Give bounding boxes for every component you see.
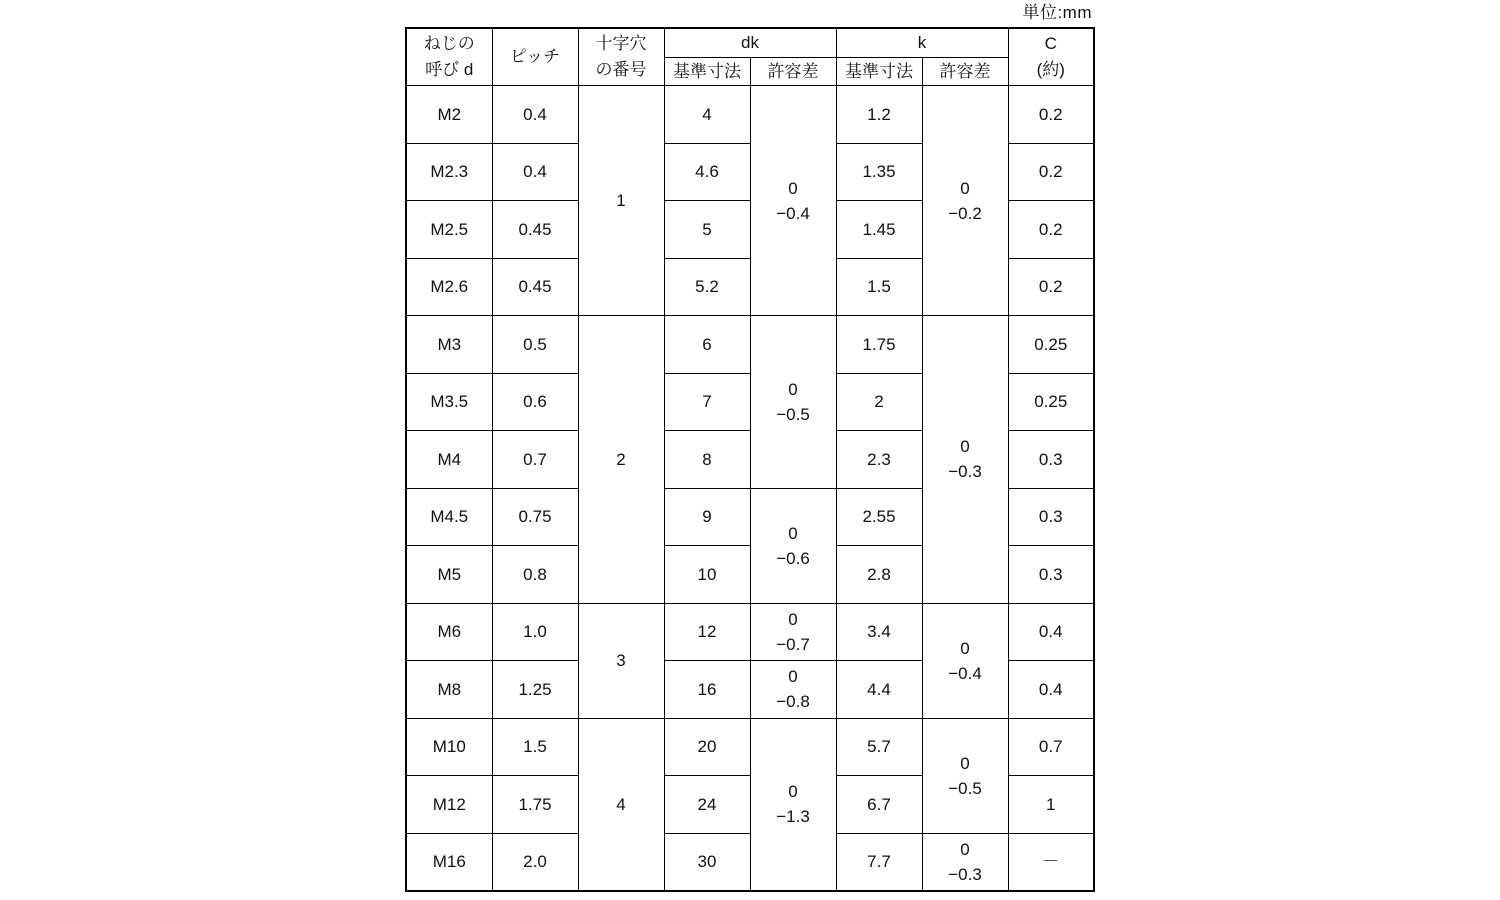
cell-c: 0.2 bbox=[1008, 201, 1094, 259]
cell-k-basic: 1.75 bbox=[836, 316, 922, 374]
cell-pitch: 2.0 bbox=[492, 833, 578, 891]
cell-c: 0.2 bbox=[1008, 86, 1094, 144]
cell-k-tolerance: 0 −0.3 bbox=[922, 833, 1008, 891]
header-nominal: ねじの 呼び d bbox=[406, 28, 492, 86]
screw-dimension-table bbox=[405, 27, 1095, 892]
cell-dk-basic: 24 bbox=[664, 776, 750, 834]
cell-pitch: 1.0 bbox=[492, 603, 578, 661]
cell-c: 0.3 bbox=[1008, 431, 1094, 489]
cell-k-basic: 1.2 bbox=[836, 86, 922, 144]
cell-pitch: 0.75 bbox=[492, 488, 578, 546]
cell-c: 0.25 bbox=[1008, 373, 1094, 431]
cell-nominal: M2.3 bbox=[406, 143, 492, 201]
cell-k-basic: 2.55 bbox=[836, 488, 922, 546]
cell-cross-recess: 4 bbox=[578, 718, 664, 891]
cell-dk-tolerance: 0 −0.4 bbox=[750, 86, 836, 316]
header-k-basic-size: 基準寸法 bbox=[836, 58, 922, 86]
cell-k-basic: 5.7 bbox=[836, 718, 922, 776]
cell-dk-basic: 4.6 bbox=[664, 143, 750, 201]
header-k-tolerance: 許容差 bbox=[922, 58, 1008, 86]
cell-dk-basic: 6 bbox=[664, 316, 750, 374]
cell-k-basic: 3.4 bbox=[836, 603, 922, 661]
cell-pitch: 0.45 bbox=[492, 258, 578, 316]
cell-c: 0.4 bbox=[1008, 661, 1094, 719]
cell-pitch: 1.75 bbox=[492, 776, 578, 834]
cell-k-basic: 4.4 bbox=[836, 661, 922, 719]
cell-pitch: 0.4 bbox=[492, 143, 578, 201]
cell-nominal: M3 bbox=[406, 316, 492, 374]
cell-pitch: 0.7 bbox=[492, 431, 578, 489]
cell-nominal: M2 bbox=[406, 86, 492, 144]
cell-k-basic: 1.5 bbox=[836, 258, 922, 316]
cell-cross-recess: 1 bbox=[578, 86, 664, 316]
cell-dk-basic: 4 bbox=[664, 86, 750, 144]
cell-nominal: M2.6 bbox=[406, 258, 492, 316]
cell-nominal: M2.5 bbox=[406, 201, 492, 259]
cell-nominal: M8 bbox=[406, 661, 492, 719]
cell-nominal: M16 bbox=[406, 833, 492, 891]
cell-nominal: M5 bbox=[406, 546, 492, 604]
cell-c: 0.4 bbox=[1008, 603, 1094, 661]
cell-dk-basic: 5.2 bbox=[664, 258, 750, 316]
cell-dk-tolerance: 0 −0.5 bbox=[750, 316, 836, 489]
cell-dk-basic: 5 bbox=[664, 201, 750, 259]
cell-pitch: 0.5 bbox=[492, 316, 578, 374]
header-pitch: ピッチ bbox=[492, 28, 578, 86]
cell-nominal: M12 bbox=[406, 776, 492, 834]
header-k: k bbox=[836, 28, 1008, 58]
header-cross-recess: 十字穴 の番号 bbox=[578, 28, 664, 86]
cell-k-tolerance: 0 −0.4 bbox=[922, 603, 1008, 718]
table-row bbox=[406, 718, 1094, 776]
cell-nominal: M3.5 bbox=[406, 373, 492, 431]
cell-pitch: 0.4 bbox=[492, 86, 578, 144]
cell-cross-recess: 3 bbox=[578, 603, 664, 718]
cell-k-tolerance: 0 −0.3 bbox=[922, 316, 1008, 604]
cell-dk-tolerance: 0 −0.6 bbox=[750, 488, 836, 603]
cell-c: 0.3 bbox=[1008, 546, 1094, 604]
table-row bbox=[406, 316, 1094, 374]
table-row bbox=[406, 86, 1094, 144]
cell-dk-basic: 16 bbox=[664, 661, 750, 719]
cell-k-basic: 2.8 bbox=[836, 546, 922, 604]
cell-nominal: M4.5 bbox=[406, 488, 492, 546]
cell-nominal: M6 bbox=[406, 603, 492, 661]
cell-dk-tolerance: 0 −0.8 bbox=[750, 661, 836, 719]
cell-pitch: 1.5 bbox=[492, 718, 578, 776]
cell-dk-basic: 9 bbox=[664, 488, 750, 546]
cell-k-basic: 1.45 bbox=[836, 201, 922, 259]
cell-c: 1 bbox=[1008, 776, 1094, 834]
cell-cross-recess: 2 bbox=[578, 316, 664, 604]
cell-dk-basic: 8 bbox=[664, 431, 750, 489]
cell-c: － bbox=[1008, 833, 1094, 891]
cell-nominal: M4 bbox=[406, 431, 492, 489]
header-row-top bbox=[406, 28, 1094, 58]
cell-k-tolerance: 0 −0.5 bbox=[922, 718, 1008, 833]
cell-dk-basic: 20 bbox=[664, 718, 750, 776]
cell-c: 0.25 bbox=[1008, 316, 1094, 374]
cell-dk-basic: 7 bbox=[664, 373, 750, 431]
cell-k-basic: 6.7 bbox=[836, 776, 922, 834]
header-dk: dk bbox=[664, 28, 836, 58]
cell-c: 0.2 bbox=[1008, 143, 1094, 201]
cell-pitch: 1.25 bbox=[492, 661, 578, 719]
table-row bbox=[406, 603, 1094, 661]
cell-dk-basic: 30 bbox=[664, 833, 750, 891]
cell-k-basic: 2.3 bbox=[836, 431, 922, 489]
cell-pitch: 0.45 bbox=[492, 201, 578, 259]
cell-k-basic: 1.35 bbox=[836, 143, 922, 201]
cell-dk-basic: 12 bbox=[664, 603, 750, 661]
cell-pitch: 0.6 bbox=[492, 373, 578, 431]
header-c: C (約) bbox=[1008, 28, 1094, 86]
cell-c: 0.3 bbox=[1008, 488, 1094, 546]
cell-k-basic: 7.7 bbox=[836, 833, 922, 891]
cell-dk-tolerance: 0 −1.3 bbox=[750, 718, 836, 891]
unit-label: 単位:mm bbox=[1022, 3, 1092, 22]
cell-dk-tolerance: 0 −0.7 bbox=[750, 603, 836, 661]
cell-k-tolerance: 0 −0.2 bbox=[922, 86, 1008, 316]
cell-nominal: M10 bbox=[406, 718, 492, 776]
cell-c: 0.2 bbox=[1008, 258, 1094, 316]
cell-pitch: 0.8 bbox=[492, 546, 578, 604]
header-dk-tolerance: 許容差 bbox=[750, 58, 836, 86]
cell-k-basic: 2 bbox=[836, 373, 922, 431]
header-dk-basic-size: 基準寸法 bbox=[664, 58, 750, 86]
cell-dk-basic: 10 bbox=[664, 546, 750, 604]
cell-c: 0.7 bbox=[1008, 718, 1094, 776]
